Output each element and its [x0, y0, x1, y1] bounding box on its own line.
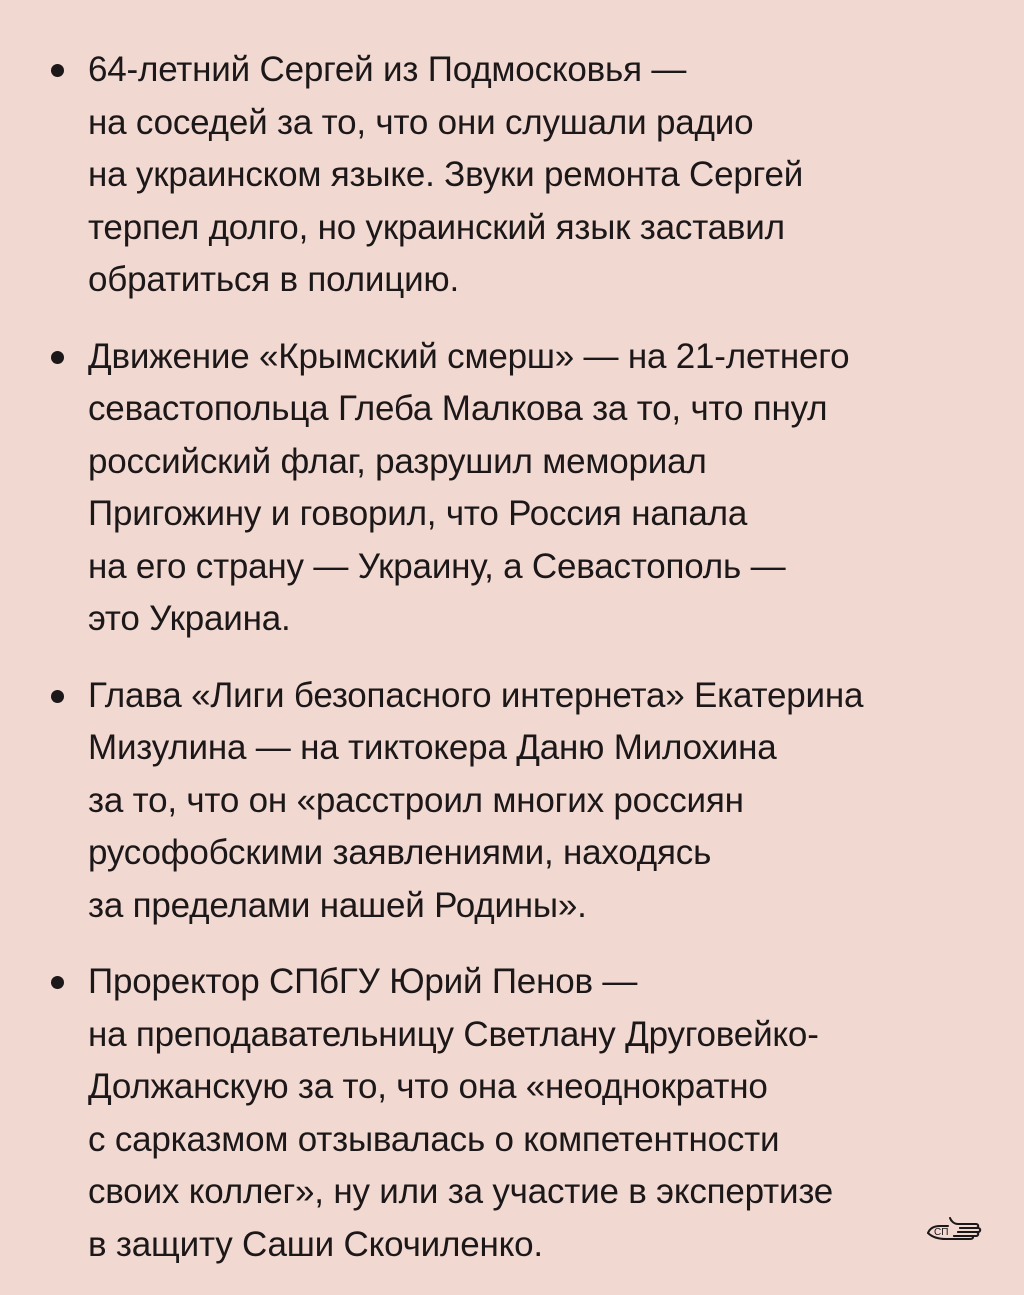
item-line: Мизулина — на тиктокера Даню Милохина: [88, 728, 777, 767]
item-line: на его страну — Украину, а Севастополь —: [88, 546, 786, 586]
logo-initials: СП: [934, 1227, 949, 1238]
item-line: Проректор СПбГУ Юрий Пенов —: [88, 962, 638, 1001]
item-line: Глава «Лиги безопасного интернета» Екатерина: [88, 675, 864, 715]
list-item: [88, 670, 988, 933]
item-line: это Украина.: [88, 599, 291, 638]
bullet-dot-icon: [51, 690, 64, 703]
item-line: обратиться в полицию.: [88, 260, 460, 299]
hand-logo-icon: [924, 1206, 982, 1242]
item-line: 64-летний Сергей из Подмосковья —: [88, 50, 687, 89]
list-item: [88, 331, 988, 646]
item-line: на преподавательницу Светлану Друговейко-: [88, 1014, 819, 1054]
bullet-dot-icon: [51, 64, 64, 77]
item-line: русофобскими заявлениями, находясь: [88, 833, 712, 872]
item-line: Должанскую за то, что она «неоднократно: [88, 1067, 768, 1106]
item-line: в защиту Саши Скочиленко.: [88, 1224, 543, 1264]
item-line: с сарказмом отзывалась о компетентности: [88, 1119, 780, 1159]
item-line: терпел долго, но украинский язык заставил: [88, 207, 785, 247]
item-line: за то, что он «расстроил многих россиян: [88, 780, 744, 820]
bullet-list: [88, 44, 988, 1295]
list-item: [88, 44, 988, 307]
item-line: севастопольца Глеба Малкова за то, что пнул: [88, 389, 828, 428]
list-item: [88, 956, 988, 1271]
bullet-dot-icon: [51, 976, 64, 989]
item-line: российский флаг, разрушил мемориал: [88, 441, 707, 481]
item-line: Движение «Крымский смерш» — на 21-летнего: [88, 336, 850, 376]
item-line: на украинском языке. Звуки ремонта Сергей: [88, 155, 804, 194]
item-line: за пределами нашей Родины».: [88, 885, 587, 925]
bullet-dot-icon: [51, 351, 64, 364]
item-line: на соседей за то, что они слушали радио: [88, 102, 754, 142]
brand-logo: [924, 1206, 982, 1242]
item-line: своих коллег», ну или за участие в экспертизе: [88, 1172, 834, 1211]
item-line: Пригожину и говорил, что Россия напала: [88, 494, 748, 533]
